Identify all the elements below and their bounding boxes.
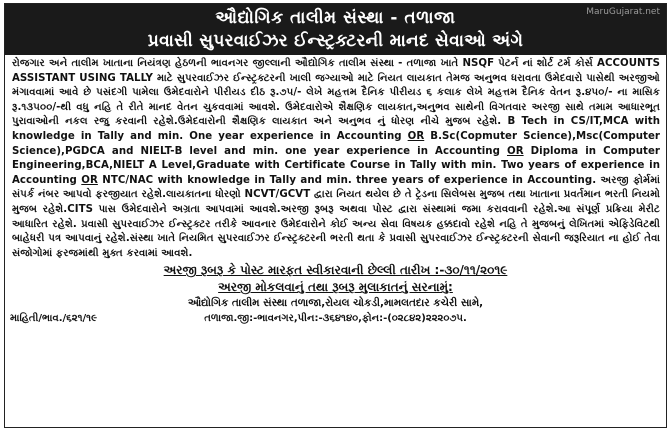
address-line-2: તળાજા.જી:-ભાવનગર,પીન:-૩૬૪૧૪૦,ફોન:-(૦૨૮૪૨)૨૨૨૦૭૫. bbox=[204, 313, 467, 325]
body-text-4: NTC/NAC with knowledge in Tally and min. three years of experience in Accounting. અરજી ફોર્મમાં સંપર્ક નંબર આપવો ફરજીયાત રહેશે.લાયકાતના ધોરણો NCVT/GCVT દ્વારા નિયત થયેલ છે તે ટ્રેડના સિલેબસ મુજબ તથા ખાતાના પ્રવર્તમાન ભરતી નિયમો મુજબ રહેશે.CITS પાસ ઉમેદવારોને અગ્રતા આપવામાં આવશે.અરજી રૂબરૂ અથવા પોસ્ટ દ્વારા સંસ્થામાં જમા કરાવવાની રહેશે.આ સંપૂર્ણ પ્રક્રિયા મેરીટ આધારિત રહેશે. પ્રવાસી સુપરવાઈઝર ઈન્સ્ટ્રક્ટર તરીકે આવનાર ઉમેદવારોને કોઈ અન્ય સેવા વિષયક હક્કદાવો રહેશે નહિ તે મુજબનું લેખિતમાં એફિડેવિટથી બાહેધરી પત્ર આપવાનું રહેશે.સંસ્થા ખાતે નિયમિત સુપરવાઈઝર ઈન્સ્ટ્રક્ટરની ભરતી થતા કે પ્રવાસી સુપરવાઈઝર ઈન્સ્ટ્રક્ટરની સેવાની જરૂરિયાત ના હોઈ તેવા સંજોગોમાં ફરજમાંથી મુક્ત કરવામાં આવશે. bbox=[12, 174, 660, 259]
body-text-3: Diploma in Computer Engineering,BCA,NIELT A Level,Graduate with Certificate Course in Tally with min. Two years of experience in Accounting bbox=[12, 145, 660, 186]
notice-header bbox=[5, 4, 666, 55]
or-separator-1: OR bbox=[407, 130, 425, 142]
deadline-line: અરજી રૂબરૂ કે પોસ્ટ મારફત સ્વીકારવાની છેલ્લી તારીખ :-૩૦/૧૧/૨૦૧૯ bbox=[163, 263, 508, 278]
reference-number: માહિતી/ભાવ./૬૨૧/૧૯ bbox=[10, 313, 97, 325]
watermark: MaruGujarat.net bbox=[586, 7, 660, 17]
notice-page bbox=[4, 3, 667, 428]
body-text-2: B.Sc(Copmuter Science),Msc(Computer Science),PGDCA and NIELT-B level and min. one year experience in Accounting bbox=[12, 130, 660, 157]
address-line-1: ઔદ્યોગિક તાલીમ સંસ્થા તળાજા,રોયલ ચોકડી,મામલતદાર કચેરી સામે, bbox=[187, 297, 484, 310]
notice-subtitle: પ્રવાસી સુપરવાઈઝર ઈન્સ્ટ્રક્ટરની માનદ સેવાઓ અંગે bbox=[147, 31, 524, 51]
notice-paragraph bbox=[12, 57, 660, 261]
body-text-1: રોજગાર અને તાલીમ ખાતાના નિયંત્રણ હેઠળની ભાવનગર જીલ્લાની ઔદ્યોગિક તાલીમ સંસ્થા - તળાજા ખાતે NSQF પેટર્ન નાં શોર્ટ ટર્મ કોર્સ ACCOUNTS ASSISTANT USING TALLY માટે સુપરવાઈઝર ઈન્સ્ટ્રક્ટરની ખાલી જગ્યાઓ માટે નિયત લાયકાત તેમજ અનુભવ ધરાવતા ઉમેદવારો પાસેથી અરજીઓ મંગાવવામાં આવે છે પસંદગી પામેલા ઉમેદવારોને પીરીયડ દીઠ રૂ.૭૫/- લેખે મહત્તમ દૈનિક પીરીયડ ૬ કલાક લેખે મહત્તમ દૈનિક વેતન રૂ.૪૫૦/- ના માસિક રૂ.૧૩૫૦૦/-થી વધુ નહિ તે રીતે માનદ વેતન ચુકવવામાં આવશે. ઉમેદવારોએ શૈક્ષણિક લાયકાત,અનુભવ સાથેની વિગતવાર અરજી સાથે તમામ આધારભૂત પુરાવાઓની નકલ રજુ કરવાની રહેશે.ઉમેદવારોની શૈક્ષણિક લાયકાત અને અનુભવ નું ધોરણ નીચે મુજબ રહેશે. B Tech in CS/IT,MCA with knowledge in Tally and min. One year experience in Accounting bbox=[12, 58, 660, 142]
notice-title: ઔદ્યોગિક તાલીમ સંસ્થા - તળાજા bbox=[215, 8, 456, 28]
address-heading: અરજી મોકલવાનું તથા રૂબરૂ મુલાકાતનું સરનામું: bbox=[218, 280, 453, 295]
footer bbox=[5, 311, 666, 327]
or-separator-2: OR bbox=[506, 145, 524, 157]
notice-body bbox=[5, 55, 666, 261]
or-separator-3: OR bbox=[81, 174, 98, 186]
